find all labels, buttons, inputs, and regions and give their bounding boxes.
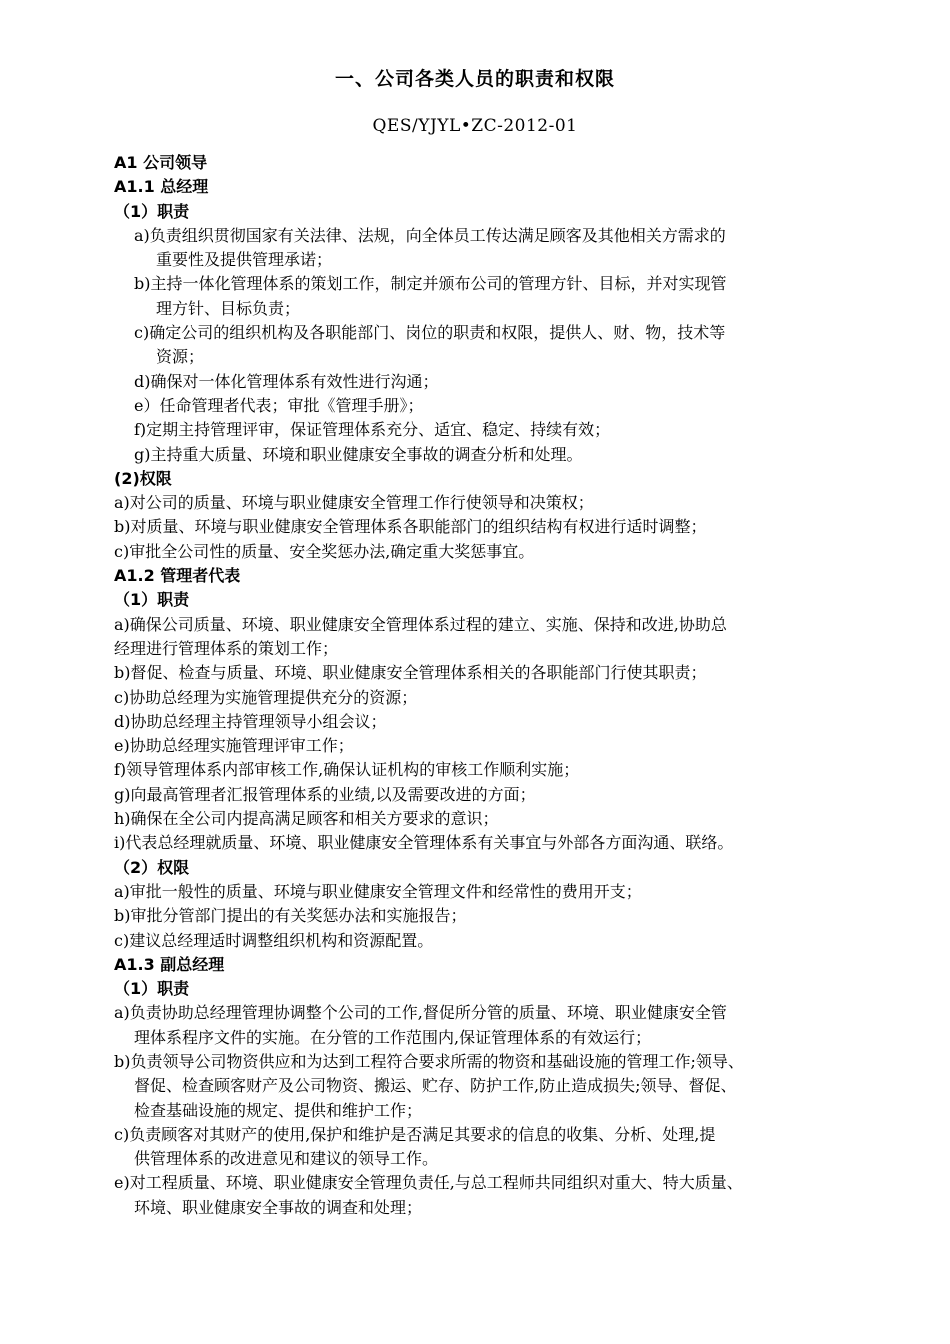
text-line: c)负责顾客对其财产的使用,保护和维护是否满足其要求的信息的收集、分析、处理,提: [114, 1124, 716, 1144]
text-line: a)审批一般性的质量、环境与职业健康安全管理文件和经常性的费用开支；: [114, 881, 642, 901]
text-line: 重要性及提供管理承诺；: [156, 250, 333, 270]
text-line: b)审批分管部门提出的有关奖惩办法和实施报告；: [114, 906, 467, 926]
document-code: QES/YJYL•ZC-2012-01: [372, 116, 578, 136]
text-line: 理方针、目标负责；: [156, 298, 301, 318]
text-line: i)代表总经理就质量、环境、职业健康安全管理体系有关事宜与外部各方面沟通、联络。: [114, 833, 734, 853]
text-line: g)向最高管理者汇报管理体系的业绩,以及需要改进的方面；: [114, 784, 536, 804]
section-heading: （1）职责: [114, 590, 190, 610]
section-heading: A1 公司领导: [114, 153, 208, 172]
section-heading: （1）职责: [114, 979, 190, 999]
section-heading: A1.3 副总经理: [114, 954, 225, 974]
section-heading: A1.1 总经理: [114, 177, 209, 197]
text-line: 环境、职业健康安全事故的调查和处理；: [134, 1197, 423, 1217]
text-line: 经理进行管理体系的策划工作；: [114, 638, 339, 658]
text-line: b)负责领导公司物资供应和为达到工程符合要求所需的物资和基础设施的管理工作;领导、: [114, 1051, 744, 1071]
text-line: a)对公司的质量、环境与职业健康安全管理工作行使领导和决策权；: [114, 493, 594, 513]
text-line: c)协助总经理为实施管理提供充分的资源；: [114, 687, 418, 707]
text-line: a)负责组织贯彻国家有关法律、法规，向全体员工传达满足顾客及其他相关方需求的: [134, 225, 726, 245]
text-line: c)确定公司的组织机构及各职能部门、岗位的职责和权限，提供人、财、物，技术等: [134, 323, 726, 343]
text-line: f)领导管理体系内部审核工作,确保认证机构的审核工作顺利实施；: [114, 760, 580, 780]
text-line: g)主持重大质量、环境和职业健康安全事故的调查分析和处理。: [134, 444, 583, 464]
text-line: 供管理体系的改进意见和建议的领导工作。: [134, 1149, 439, 1169]
text-line: f)定期主持管理评审，保证管理体系充分、适宜、稳定、持续有效；: [134, 420, 611, 440]
text-line: a)负责协助总经理管理协调整个公司的工作,督促所分管的质量、环境、职业健康安全管: [114, 1003, 727, 1023]
document-title: 一、公司各类人员的职责和权限: [334, 68, 615, 90]
text-line: c)审批全公司性的质量、安全奖惩办法,确定重大奖惩事宜。: [114, 541, 535, 561]
text-line: c)建议总经理适时调整组织机构和资源配置。: [114, 930, 434, 950]
text-line: 资源；: [156, 347, 205, 367]
section-heading: (2)权限: [114, 468, 172, 488]
text-line: 督促、检查顾客财产及公司物资、搬运、贮存、防护工作,防止造成损失;领导、督促、: [134, 1076, 737, 1096]
text-line: e）任命管理者代表；审批《管理手册》；: [134, 395, 424, 415]
text-line: a)确保公司质量、环境、职业健康安全管理体系过程的建立、实施、保持和改进,协助总: [114, 614, 727, 634]
text-line: e)对工程质量、环境、职业健康安全管理负责任,与总工程师共同组织对重大、特大质量、: [114, 1173, 743, 1193]
text-line: b)对质量、环境与职业健康安全管理体系各职能部门的组织结构有权进行适时调整；: [114, 517, 707, 537]
text-line: b)主持一体化管理体系的策划工作，制定并颁布公司的管理方针、目标，并对实现管: [134, 274, 727, 294]
text-line: e)协助总经理实施管理评审工作；: [114, 736, 354, 756]
document-body: [114, 151, 874, 1220]
section-heading: （2）权限: [114, 857, 190, 877]
text-line: 检查基础设施的规定、提供和维护工作；: [134, 1100, 423, 1120]
text-line: d)确保对一体化管理体系有效性进行沟通；: [134, 371, 439, 391]
section-heading: （1）职责: [114, 201, 190, 221]
text-line: b)督促、检查与质量、环境、职业健康安全管理体系相关的各职能部门行使其职责；: [114, 663, 707, 683]
text-line: h)确保在全公司内提高满足顾客和相关方要求的意识；: [114, 809, 499, 829]
text-line: d)协助总经理主持管理领导小组会议；: [114, 711, 387, 731]
section-heading: A1.2 管理者代表: [114, 566, 241, 586]
text-line: 理体系程序文件的实施。在分管的工作范围内,保证管理体系的有效运行；: [134, 1027, 652, 1047]
